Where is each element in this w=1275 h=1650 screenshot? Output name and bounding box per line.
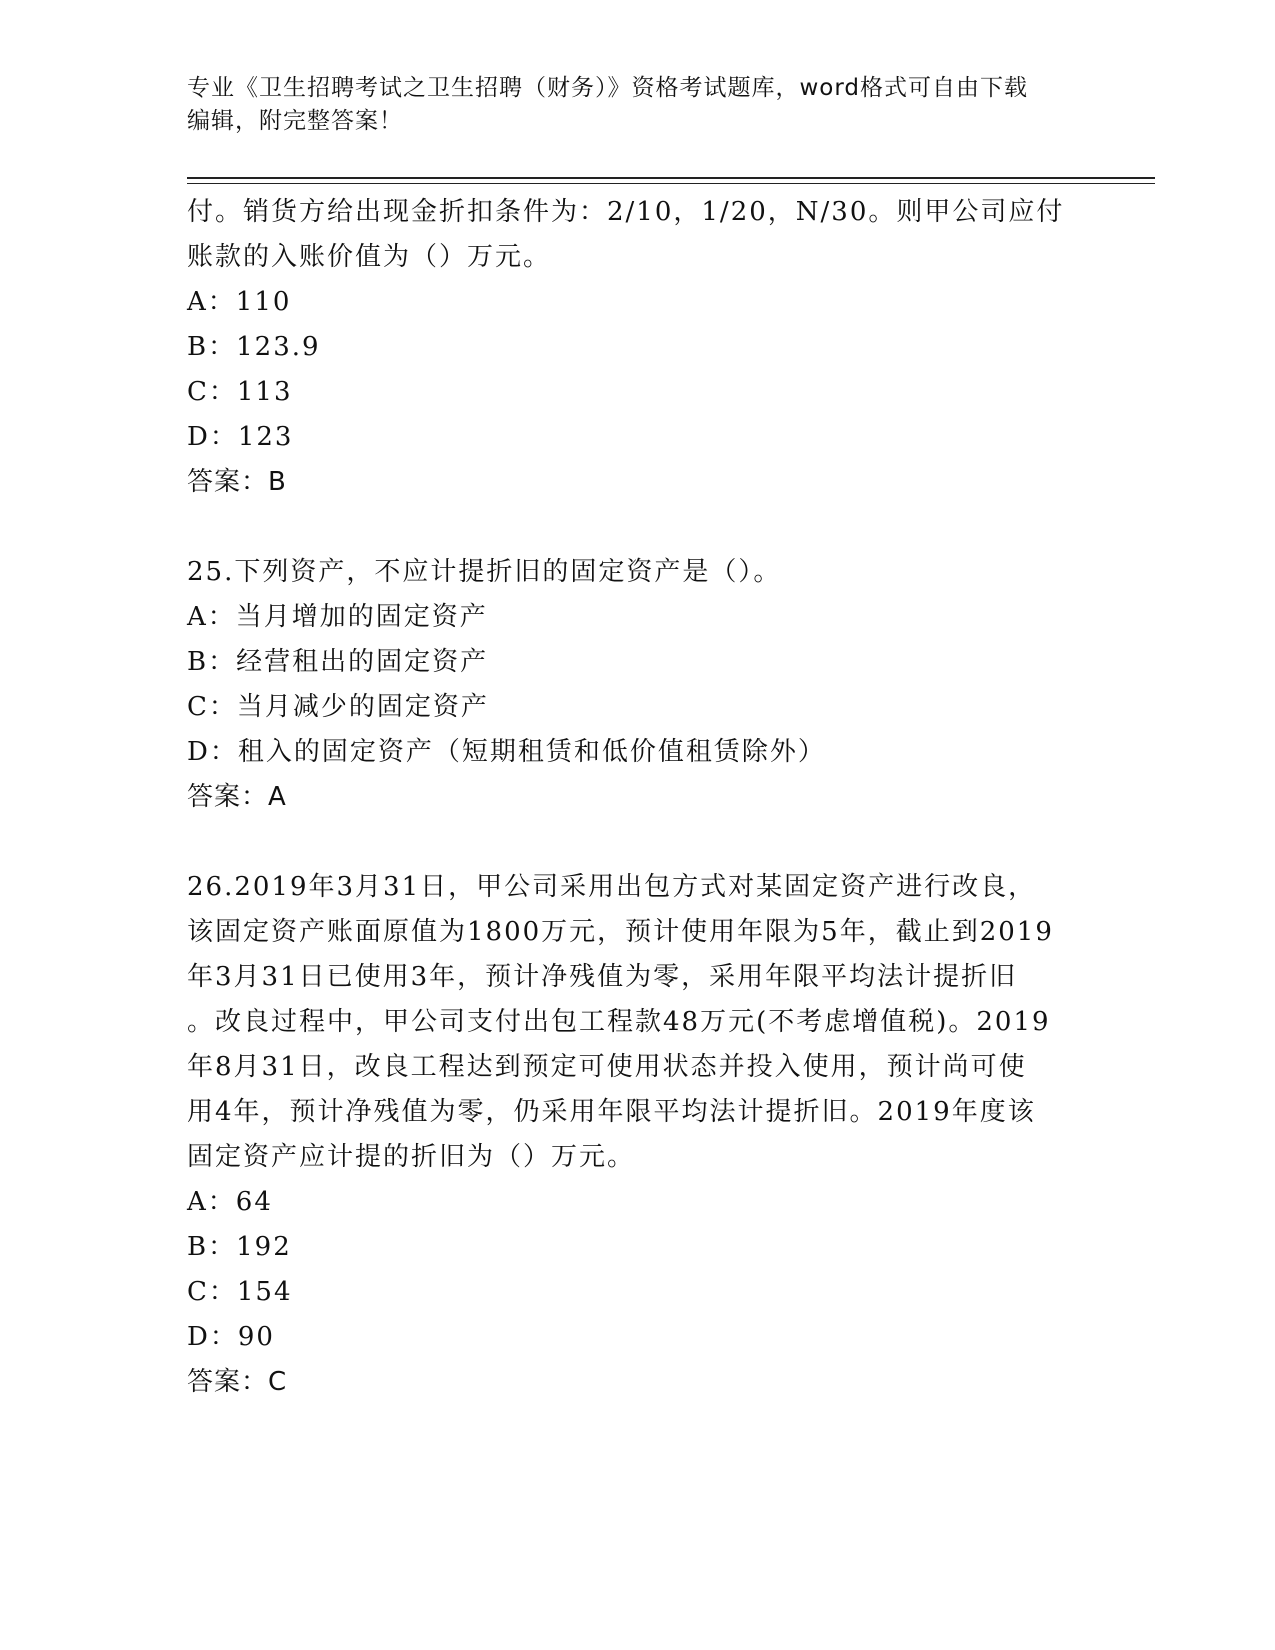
question-26-line-2: 该固定资产账面原值为1800万元，预计使用年限为5年，截止到2019: [187, 917, 1054, 947]
question-24-line-1: 付。销货方给出现金折扣条件为：2/10，1/20，N/30。则甲公司应付: [187, 197, 1065, 227]
question-25-option-b: B：经营租出的固定资产: [187, 647, 489, 677]
question-25-text: 25.下列资产，不应计提折旧的固定资产是（）。: [187, 557, 782, 587]
header-rule-thin: [187, 183, 1155, 184]
question-25-option-a: A：当月增加的固定资产: [187, 602, 488, 632]
question-26-line-4: 。改良过程中，甲公司支付出包工程款48万元(不考虑增值税)。2019: [187, 1007, 1051, 1037]
question-25: [187, 550, 1087, 820]
question-content: [187, 190, 1087, 1405]
question-24-option-b: B：123.9: [187, 332, 321, 362]
question-26-option-d: D：90: [187, 1322, 275, 1352]
question-24-option-c: C：113: [187, 377, 293, 407]
question-26: [187, 865, 1087, 1405]
question-24-line-2: 账款的入账价值为（）万元。: [187, 242, 552, 272]
question-26-line-7: 固定资产应计提的折旧为（）万元。: [187, 1142, 636, 1172]
question-26-line-5: 年8月31日，改良工程达到预定可使用状态并投入使用，预计尚可使: [187, 1052, 1027, 1082]
header-line-1: 专业《卫生招聘考试之卫生招聘（财务）》资格考试题库，word格式可自由下载: [187, 75, 1029, 101]
question-26-option-a: A：64: [187, 1187, 273, 1217]
question-24-answer: 答案：B: [187, 467, 287, 497]
question-26-option-b: B：192: [187, 1232, 292, 1262]
question-26-line-1: 26.2019年3月31日，甲公司采用出包方式对某固定资产进行改良，: [187, 872, 1037, 902]
question-25-option-d: D：租入的固定资产（短期租赁和低价值租赁除外）: [187, 737, 826, 767]
spacer: [187, 820, 1087, 865]
document-header: [187, 72, 1087, 138]
question-24: [187, 190, 1087, 505]
header-line-2: 编辑，附完整答案！: [187, 108, 403, 134]
question-26-line-6: 用4年，预计净残值为零，仍采用年限平均法计提折旧。2019年度该: [187, 1097, 1036, 1127]
question-25-option-c: C：当月减少的固定资产: [187, 692, 489, 722]
question-26-option-c: C：154: [187, 1277, 293, 1307]
question-24-option-d: D：123: [187, 422, 294, 452]
question-26-line-3: 年3月31日已使用3年，预计净残值为零，采用年限平均法计提折旧: [187, 962, 1018, 992]
spacer: [187, 505, 1087, 550]
header-rule-thick: [187, 177, 1155, 179]
question-26-answer: 答案：C: [187, 1367, 288, 1397]
question-24-option-a: A：110: [187, 287, 292, 317]
question-25-answer: 答案：A: [187, 782, 287, 812]
